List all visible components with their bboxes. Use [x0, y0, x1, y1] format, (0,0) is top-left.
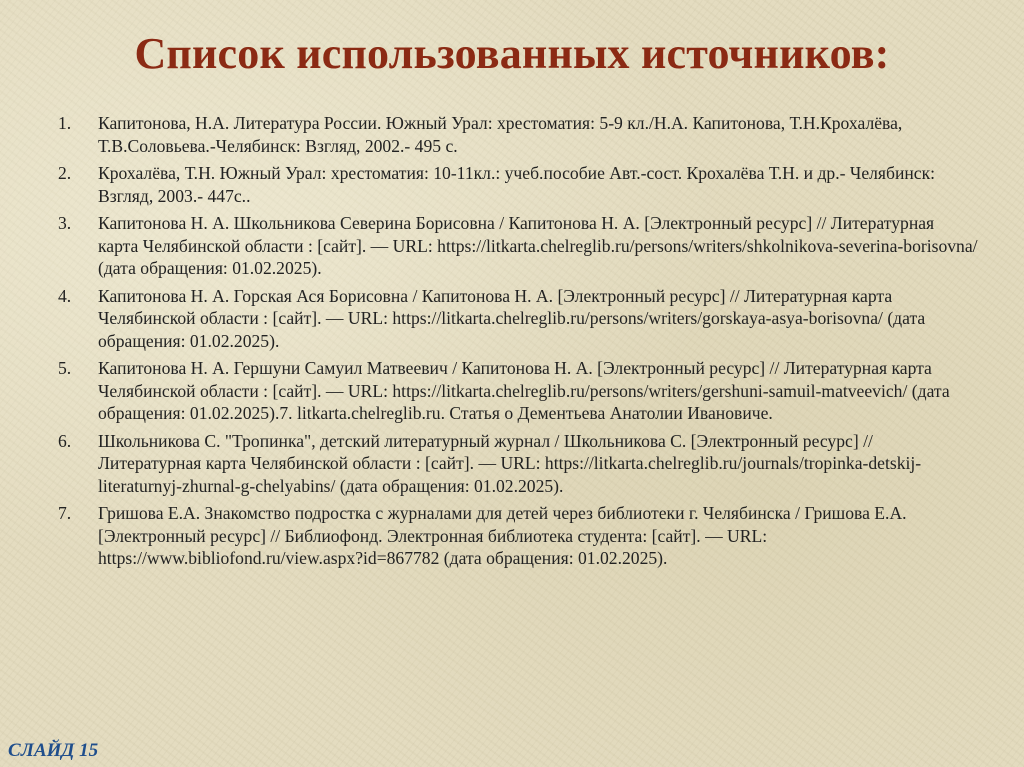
list-item-text: Гришова Е.А. Знакомство подростка с журналами для детей через библиотеки г. Челябинска / Гришова Е.А. [Электронный ресурс] // Библиофонд. Электронная библиотека студента: [сайт]. — URL: https://www.bibliofond.ru/view.aspx?id=867782 (дата обращения: 01.02.2025).: [98, 503, 907, 568]
slide-title: Список использованных источников:: [134, 29, 890, 78]
list-item: [58, 502, 978, 570]
list-item: [58, 430, 978, 498]
list-item-text: Капитонова, Н.А. Литература России. Южный Урал: хрестоматия: 5-9 кл./Н.А. Капитонова, Т.Н.Крохалёва, Т.В.Соловьева.-Челябинск: Взгляд, 2002.- 495 с.: [98, 113, 903, 156]
list-item-number: 1.: [58, 113, 72, 133]
source-list: [58, 112, 978, 575]
list-item-number: 5.: [58, 358, 72, 378]
slide-number: СЛАЙД 15: [8, 740, 99, 761]
list-item-number: 7.: [58, 503, 72, 523]
list-item: [58, 285, 978, 353]
list-item: [58, 212, 978, 280]
list-item-number: 2.: [58, 163, 72, 183]
list-item-number: 3.: [58, 213, 72, 233]
list-item-text: Капитонова Н. А. Горская Ася Борисовна / Капитонова Н. А. [Электронный ресурс] // Литературная карта Челябинской области : [сайт]. — URL: https://litkarta.chelreglib.ru/persons/writers/gorskaya-asya-borisovna/ (дата обращения: 01.02.2025).: [98, 285, 926, 351]
list-item: [58, 162, 978, 207]
list-item: [58, 112, 978, 157]
list-item-text: Капитонова Н. А. Гершуни Самуил Матвеевич / Капитонова Н. А. [Электронный ресурс] // Литературная карта Челябинской области : [сайт]. — URL: https://litkarta.chelreglib.ru/persons/writers/gershuni-samuil-matveevich/ (дата обращения: 01.02.2025).7. litkarta.chelreglib.ru. Статья о Дементьева Анатолии Ивановиче.: [98, 358, 950, 423]
list-item: [58, 357, 978, 425]
list-item-number: 6.: [58, 430, 72, 451]
list-item-text: Школьникова С. "Тропинка", детский литературный журнал / Школьникова С. [Электронный ресурс] // Литературная карта Челябинской области : [сайт]. — URL: https://litkarta.chelreglib.ru/journals/tropinka-detskij-literaturnyj-zhurnal-g-chelyabins/ (дата обращения: 01.02.2025).: [98, 430, 922, 496]
list-item-text: Капитонова Н. А. Школьникова Северина Борисовна / Капитонова Н. А. [Электронный ресурс] // Литературная карта Челябинской области : [сайт]. — URL: https://litkarta.chelreglib.ru/persons/writers/shkolnikova-severina-borisovna/ (дата обращения: 01.02.2025).: [98, 213, 978, 278]
list-item-text: Крохалёва, Т.Н. Южный Урал: хрестоматия: 10-11кл.: учеб.пособие Авт.-сост. Крохалёва Т.Н. и др.- Челябинск: Взгляд, 2003.- 447с..: [98, 163, 936, 206]
list-item-number: 4.: [58, 285, 72, 306]
